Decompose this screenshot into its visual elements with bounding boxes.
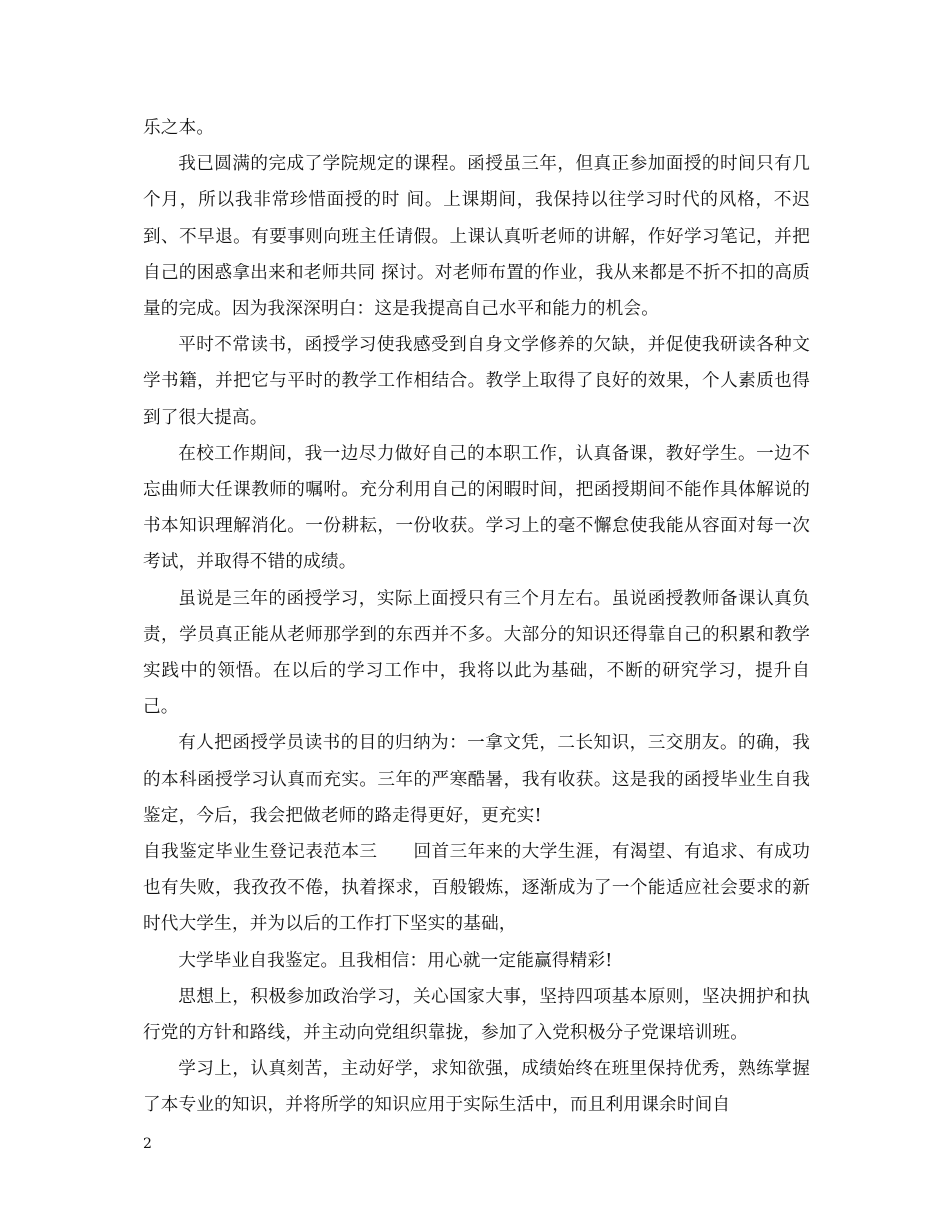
paragraph: 我已圆满的完成了学院规定的课程。函授虽三年，但真正参加面授的时间只有几个月，所以我非常珍惜面授的时 间。上课期间，我保持以往学习时代的风格，不迟到、不早退。有要事则向班主任请假。上课认真听老师的讲解，作好学习笔记，并把自己的困惑拿出来和老师共同 探讨。对老师布置的作业，我从来都是不折不扣的高质量的完成。因为我深深明白：这是我提高自己水平和能力的机会。 [143, 154, 810, 320]
paragraph: 思想上，积极参加政治学习，关心国家大事，坚持四项基本原则，坚决拥护和执行党的方针和路线，并主动向党组织靠拢，参加了入党积极分子党课培训班。 [143, 986, 810, 1044]
page-number: 2 [143, 1136, 152, 1152]
paragraph: 平时不常读书，函授学习使我感受到自身文学修养的欠缺，并促使我研读各种文学书籍，并把它与平时的教学工作相结合。教学上取得了良好的效果，个人素质也得到了很大提高。 [143, 335, 810, 428]
paragraph-section-heading: 自我鉴定毕业生登记表范本三 回首三年来的大学生涯，有渴望、有追求、有成功也有失败，我孜孜不倦，执着探求，百般锻炼，逐渐成为了一个能适应社会要求的新时代大学生，并为以后的工作打下坚实的基础， [143, 842, 810, 935]
paragraph: 大学毕业自我鉴定。且我相信：用心就一定能赢得精彩! [178, 950, 613, 971]
paragraph: 在校工作期间，我一边尽力做好自己的本职工作，认真备课，教好学生。一边不忘曲师大任课教师的嘱咐。充分利用自己的闲暇时间，把函授期间不能作具体解说的书本知识理解消化。一份耕耘，一份收获。学习上的毫不懈怠使我能从容面对每一次考试，并取得不错的成绩。 [143, 443, 810, 573]
paragraph: 乐之本。 [143, 118, 215, 138]
paragraph: 虽说是三年的函授学习，实际上面授只有三个月左右。虽说函授教师备课认真负责，学员真正能从老师那学到的东西并不多。大部分的知识还得靠自己的积累和教学实践中的领悟。在以后的学习工作中，我将以此为基础，不断的研究学习，提升自己。 [143, 588, 810, 718]
paragraph: 学习上，认真刻苦，主动好学，求知欲强，成绩始终在班里保持优秀，熟练掌握了本专业的知识，并将所学的知识应用于实际生活中，而且利用课余时间自 [143, 1059, 810, 1116]
paragraph: 有人把函授学员读书的目的归纳为：一拿文凭，二长知识，三交朋友。的确，我的本科函授学习认真而充实。三年的严寒酷暑，我有收获。这是我的函授毕业生自我鉴定，今后，我会把做老师的路走得更好，更充实! [143, 733, 810, 826]
document-body [143, 110, 810, 1124]
